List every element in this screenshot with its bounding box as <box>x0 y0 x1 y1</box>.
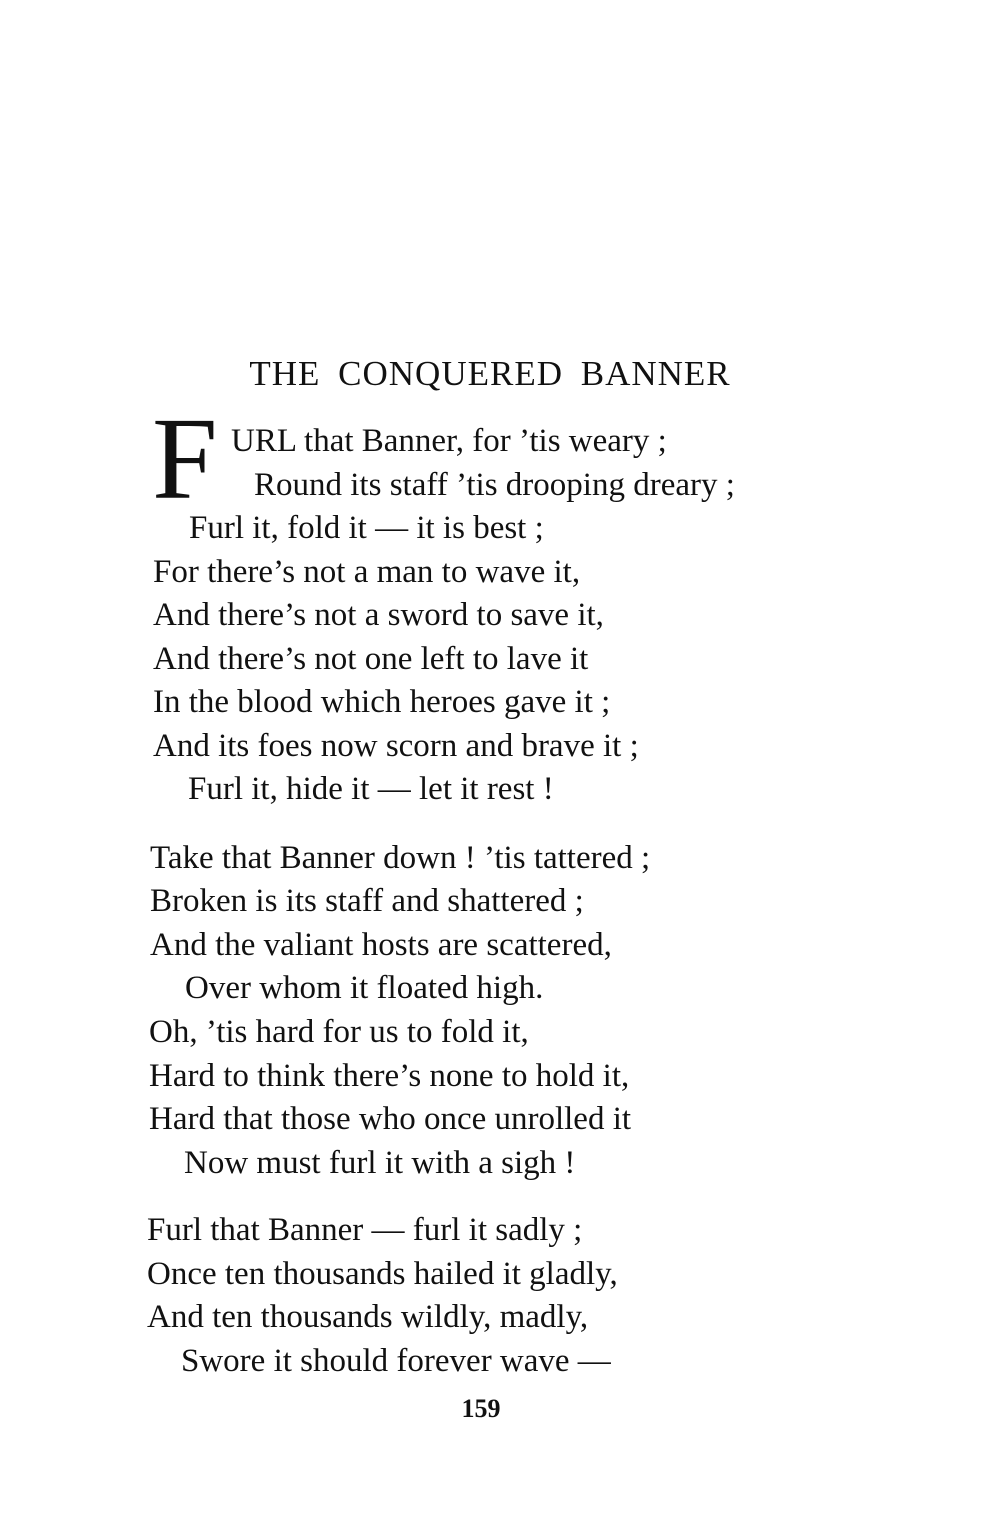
poem-line: Furl it, fold it — it is best ; <box>189 510 544 546</box>
poem-line: Once ten thousands hailed it gladly, <box>147 1256 618 1292</box>
poem-line: And the valiant hosts are scattered, <box>150 927 612 963</box>
poem-line: Broken is its staff and shattered ; <box>150 883 584 919</box>
poem-title: THE CONQUERED BANNER <box>249 354 731 393</box>
poem-line: URL that Banner, for ’tis weary ; <box>231 423 667 459</box>
poem-line: Hard to think there’s none to hold it, <box>149 1058 630 1094</box>
poem-line: Round its staff ’tis drooping dreary ; <box>254 467 735 503</box>
poem-line: For there’s not a man to wave it, <box>153 554 581 590</box>
poem-line: And there’s not a sword to save it, <box>153 597 604 633</box>
poem-line: And there’s not one left to lave it <box>153 641 589 677</box>
poem-line: Swore it should forever wave — <box>181 1343 611 1379</box>
poem-line: Now must furl it with a sigh ! <box>184 1145 576 1181</box>
drop-cap-letter: F <box>152 393 218 524</box>
poem-line: Furl that Banner — furl it sadly ; <box>147 1212 583 1248</box>
poem-line: In the blood which heroes gave it ; <box>153 684 611 720</box>
poem-line: Over whom it floated high. <box>185 970 544 1006</box>
poem-line: Take that Banner down ! ’tis tattered ; <box>150 840 651 876</box>
page-number: 159 <box>461 1394 501 1423</box>
poem-line: And its foes now scorn and brave it ; <box>153 728 639 764</box>
poem-line: Oh, ’tis hard for us to fold it, <box>149 1014 529 1050</box>
poem-line: Furl it, hide it — let it rest ! <box>188 771 554 807</box>
poem-line: And ten thousands wildly, madly, <box>147 1299 589 1335</box>
poem-line: Hard that those who once unrolled it <box>149 1101 632 1137</box>
